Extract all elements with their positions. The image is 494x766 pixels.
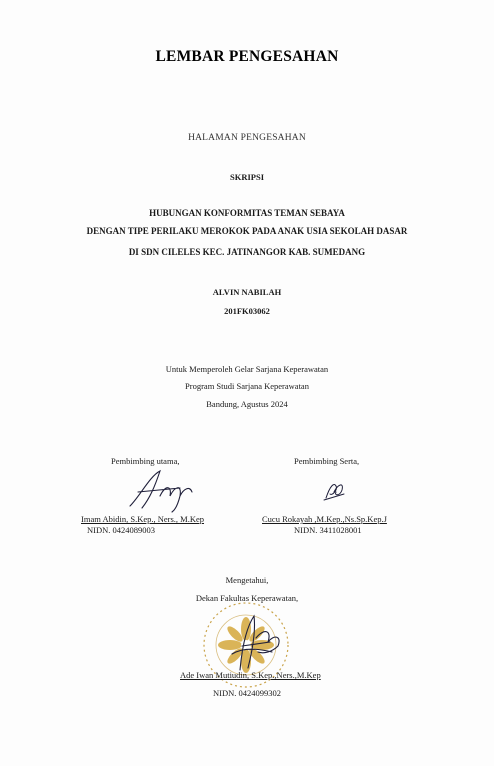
dean-signature xyxy=(212,608,292,678)
thesis-title-line-1: HUBUNGAN KONFORMITAS TEMAN SEBAYA xyxy=(149,208,345,218)
second-supervisor-role: Pembimbing Serta, xyxy=(294,456,360,466)
study-program: Program Studi Sarjana Keperawatan xyxy=(185,381,309,391)
approval-label: Mengetahui, xyxy=(225,575,269,585)
second-supervisor-signature xyxy=(320,476,350,506)
document-type: SKRIPSI xyxy=(229,172,264,182)
main-supervisor-nidn: NIDN. 0424089003 xyxy=(87,525,155,535)
main-supervisor-name: Imam Abidin, S.Kep., Ners., M.Kep xyxy=(81,514,205,524)
main-supervisor-role: Pembimbing utama, xyxy=(111,456,180,466)
degree-purpose: Untuk Memperoleh Gelar Sarjana Keperawatan xyxy=(165,364,329,374)
thesis-title-line-2: DENGAN TIPE PERILAKU MEROKOK PADA ANAK USIA SEKOLAH DASAR xyxy=(86,226,408,236)
second-supervisor-nidn: NIDN. 3411028001 xyxy=(294,525,362,535)
author-name: ALVIN NABILAH xyxy=(212,287,282,297)
dean-nidn: NIDN. 0424099302 xyxy=(213,688,281,698)
subtitle: HALAMAN PENGESAHAN xyxy=(188,133,306,143)
thesis-title-line-3: DI SDN CILELES KEC. JATINANGOR KAB. SUMEDANG xyxy=(128,247,366,257)
dean-name: Ade Iwan Mutiudin, S.Kep.,Ners.,M.Kep xyxy=(180,670,321,680)
author-nim: 201FK03062 xyxy=(224,306,270,316)
second-supervisor-name: Cucu Rokayah ,M.Kep.,Ns.Sp.Kep.J xyxy=(262,514,387,524)
main-supervisor-signature xyxy=(120,466,200,516)
page-title: LEMBAR PENGESAHAN xyxy=(155,48,339,65)
place-date: Bandung, Agustus 2024 xyxy=(206,399,288,409)
dean-role: Dekan Fakultas Keperawatan, xyxy=(195,593,299,603)
